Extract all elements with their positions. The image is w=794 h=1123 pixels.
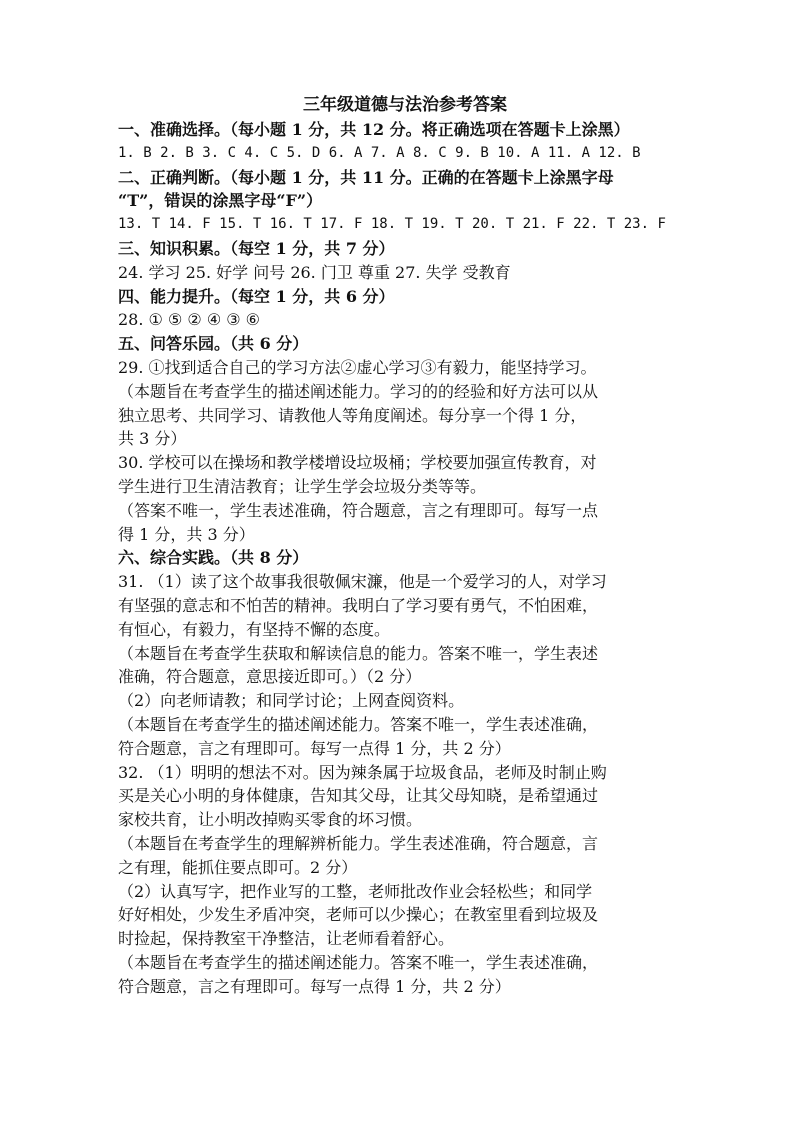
- section-heading: 五、问答乐园。（共 6 分）: [118, 334, 309, 354]
- answer-line: 买是关心小明的身体健康，告知其父母，让其父母知晓，是希望通过: [118, 786, 599, 806]
- section-heading: 二、正确判断。（每小题 1 分，共 11 分。正确的在答题卡上涂黑字母: [118, 167, 614, 187]
- answer-key-page: [118, 93, 688, 998]
- answer-line: （本题旨在考查学生的理解辨析能力。学生表述准确，符合题意，言: [118, 833, 599, 853]
- answer-line: （本题旨在考查学生的描述阐述能力。学习的的经验和好方法可以从: [118, 381, 599, 401]
- section-heading: 六、综合实践。（共 8 分）: [118, 548, 309, 568]
- answer-line: （本题旨在考查学生获取和解读信息的能力。答案不唯一，学生表述: [118, 643, 599, 663]
- answer-line: 29. ①找到适合自己的学习方法②虚心学习③有毅力，能坚持学习。: [118, 357, 597, 377]
- answer-line: （答案不唯一，学生表述准确，符合题意，言之有理即可。每写一点: [118, 500, 599, 520]
- answer-list: 1. B 2. B 3. C 4. C 5. D 6. A 7. A 8. C 9. B 10. A 11. A 12. B: [118, 144, 641, 161]
- answer-key-body: [118, 118, 688, 998]
- page-title: 三年级道德与法治参考答案: [303, 95, 507, 115]
- answer-line: 30. 学校可以在操场和教学楼增设垃圾桶；学校要加强宣传教育，对: [118, 453, 597, 473]
- section-heading: 三、知识积累。（每空 1 分，共 7 分）: [118, 238, 395, 258]
- answer-line: 准确，符合题意，意思接近即可。）（2 分）: [118, 667, 422, 687]
- answer-line: 家校共育，让小明改掉购买零食的坏习惯。: [118, 810, 423, 830]
- section-heading: “T”，错误的涂黑字母“F”）: [118, 191, 323, 211]
- section-heading: 四、能力提升。（每空 1 分，共 6 分）: [118, 286, 395, 306]
- answer-line: （2）向老师请教；和同学讨论；上网查阅资料。: [118, 691, 465, 711]
- answer-list: 13. T 14. F 15. T 16. T 17. F 18. T 19. T 20. T 21. F 22. T 23. F: [118, 216, 666, 233]
- answer-line: （本题旨在考查学生的描述阐述能力。答案不唯一，学生表述准确，: [118, 952, 599, 972]
- answer-line: 得 1 分，共 3 分）: [118, 524, 255, 544]
- answer-line: 时捡起，保持教室干净整洁，让老师看着舒心。: [118, 929, 455, 949]
- section-heading: 一、准确选择。（每小题 1 分，共 12 分。将正确选项在答题卡上涂黑）: [118, 120, 630, 139]
- answer-line: 学生进行卫生清洁教育；让学生学会垃圾分类等等。: [118, 476, 487, 496]
- answer-line: 符合题意，言之有理即可。每写一点得 1 分，共 2 分）: [118, 738, 511, 758]
- answer-line: 28. ① ⑤ ② ④ ③ ⑥: [118, 310, 261, 330]
- answer-line: 独立思考、共同学习、请教他人等角度阐述。每分享一个得 1 分，: [118, 405, 587, 425]
- answer-line: 有恒心，有毅力，有坚持不懈的态度。: [118, 619, 391, 639]
- answer-line: 好好相处，少发生矛盾冲突，老师可以少操心；在教室里看到垃圾及: [118, 905, 599, 925]
- answer-line: （2）认真写字，把作业写的工整，老师批改作业会轻松些；和同学: [118, 881, 593, 901]
- answer-line: 共 3 分）: [118, 429, 187, 449]
- answer-line: （本题旨在考查学生的描述阐述能力。答案不唯一，学生表述准确，: [118, 714, 599, 734]
- answer-line: 符合题意，言之有理即可。每写一点得 1 分，共 2 分）: [118, 976, 511, 996]
- answer-line: 有坚强的意志和不怕苦的精神。我明白了学习要有勇气，不怕困难，: [118, 595, 599, 615]
- answer-line: 之有理，能抓住要点即可。2 分）: [118, 857, 358, 877]
- answer-line: 24. 学习 25. 好学 问号 26. 门卫 尊重 27. 失学 受教育: [118, 262, 511, 282]
- answer-line: 32. （1）明明的想法不对。因为辣条属于垃圾食品，老师及时制止购: [118, 762, 607, 782]
- answer-line: 31. （1）读了这个故事我很敬佩宋濂，他是一个爱学习的人，对学习: [118, 572, 607, 592]
